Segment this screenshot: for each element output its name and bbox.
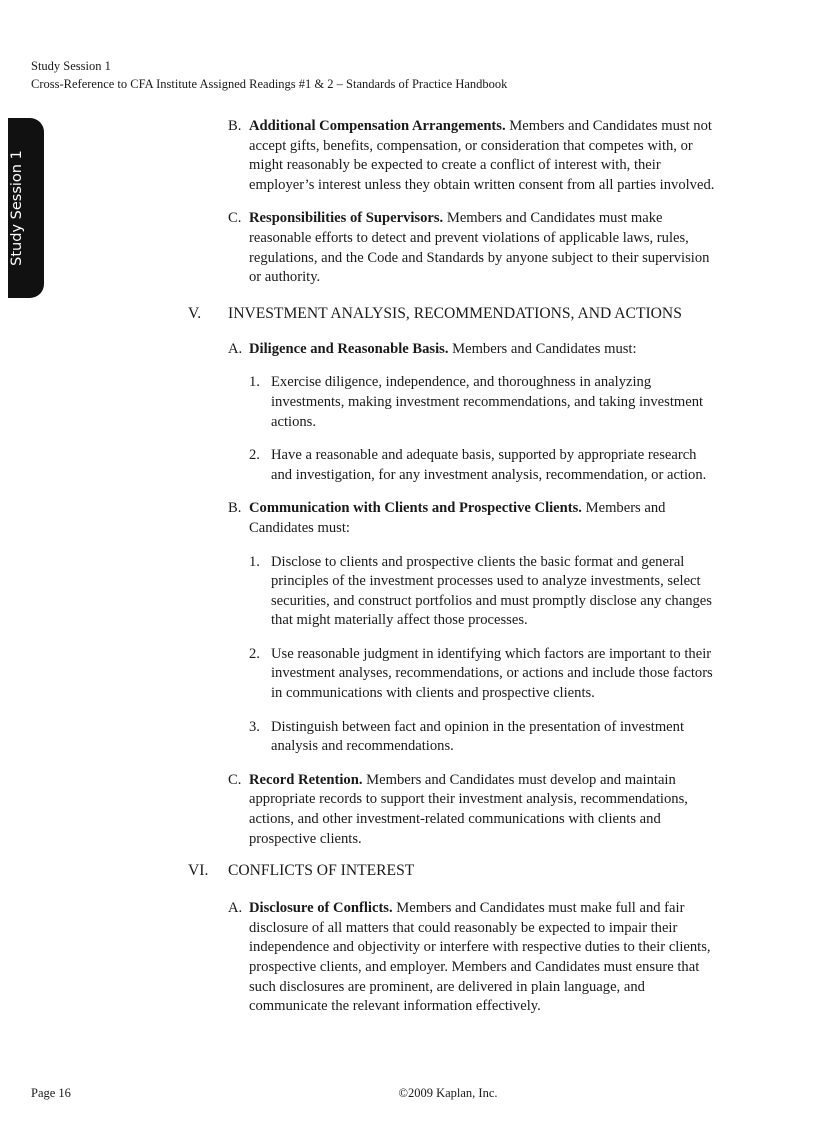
item-title: Additional Compensation Arrangements. [249, 118, 506, 134]
item-letter: B. [228, 500, 242, 517]
item-letter: A. [228, 340, 243, 357]
section-roman-numeral: V. [188, 304, 202, 322]
item-content [249, 340, 719, 360]
item-text: Members and Candidates must develop and maintain appropriate records to support their investment analysis, recommendations, actions, and other investment-related communications with clients and prospective clients. [249, 771, 688, 847]
standard-vi-a [0, 899, 816, 1017]
item-letter: C. [228, 771, 242, 788]
item-content [249, 499, 719, 538]
document-body [0, 117, 816, 1031]
item-letter: C. [228, 210, 242, 227]
standard-iv-b [0, 117, 816, 195]
section-roman-numeral: VI. [188, 862, 209, 880]
item-text: Members and Candidates must make full and fair disclosure of all matters that could reasonably be expected to impair their independence and objectivity or interfere with respective duties to their clients, prospective clients, and employer. Members and Candidates must ensure that such disclosures are prominent, are delivered in plain language, and communicate the relevant information effectively. [249, 900, 711, 1015]
item-text: Disclose to clients and prospective clients the basic format and general principles of the investment processes used to analyze investments, select securities, and construct portfolios and must promptly disclose any changes that might materially affect those processes. [271, 553, 712, 629]
page-number: Page 16 [31, 1086, 71, 1100]
standard-v-b-3 [0, 718, 816, 757]
item-number: 3. [249, 718, 260, 735]
standard-v-a [0, 340, 816, 360]
standard-v-a-2 [0, 446, 816, 485]
item-number: 2. [249, 447, 260, 464]
item-text: Have a reasonable and adequate basis, supported by appropriate research and investigation, for any investment analysis, recommendation, or action. [271, 447, 707, 483]
section-v-heading [0, 304, 816, 324]
item-letter: B. [228, 118, 242, 134]
section-vi-heading [0, 861, 816, 881]
item-text: Members and Candidates must: [249, 500, 666, 536]
standard-v-b [0, 499, 816, 538]
item-number: 1. [249, 374, 260, 391]
standard-v-a-1 [0, 373, 816, 432]
section-title: INVESTMENT ANALYSIS, RECOMMENDATIONS, AND ACTIONS [228, 304, 682, 322]
item-letter: A. [228, 900, 243, 917]
item-text: Members and Candidates must not accept gifts, benefits, compensation, or consideration that competes with, or might reasonably be expected to create a conflict of interest with, their employer’s interest unless they obtain written consent from all parties involved. [249, 118, 715, 193]
standard-iv-c [0, 209, 816, 287]
item-text: Use reasonable judgment in identifying which factors are important to their investment analyses, recommendations, or actions and include those factors in communications with clients and prospective clients. [271, 645, 713, 702]
standard-v-c [0, 771, 816, 849]
item-title: Record Retention. [249, 771, 363, 788]
section-title: CONFLICTS OF INTEREST [228, 862, 415, 880]
item-title: Diligence and Reasonable Basis. [249, 340, 449, 357]
item-text: Exercise diligence, independence, and thoroughness in analyzing investments, making investment recommendations, and taking investment actions. [271, 374, 704, 430]
item-number: 1. [249, 553, 260, 570]
item-text: Members and Candidates must make reasonable efforts to detect and prevent violations of applicable laws, rules, regulations, and the Code and Standards by anyone subject to their supervision or authority. [249, 210, 710, 286]
standard-v-b-2 [0, 645, 816, 704]
item-title: Disclosure of Conflicts. [249, 900, 393, 917]
item-content [249, 899, 719, 1017]
item-title: Responsibilities of Supervisors. [249, 210, 444, 227]
item-text: Distinguish between fact and opinion in the presentation of investment analysis and recommendations. [271, 718, 684, 755]
item-title: Communication with Clients and Prospective Clients. [249, 500, 582, 517]
item-content [249, 771, 719, 849]
item-number: 2. [249, 645, 260, 662]
study-session-label: Study Session 1 [31, 59, 111, 73]
item-content [249, 117, 719, 195]
cross-reference-line: Cross-Reference to CFA Institute Assigned Readings #1 & 2 – Standards of Practice Handbook [31, 77, 508, 91]
copyright-notice: ©2009 Kaplan, Inc. [398, 1086, 498, 1100]
item-content [249, 209, 719, 287]
running-header [31, 57, 507, 93]
standard-v-b-1 [0, 553, 816, 631]
item-text: Members and Candidates must: [448, 340, 637, 357]
side-tab-label: Study Session 1 [9, 150, 25, 266]
